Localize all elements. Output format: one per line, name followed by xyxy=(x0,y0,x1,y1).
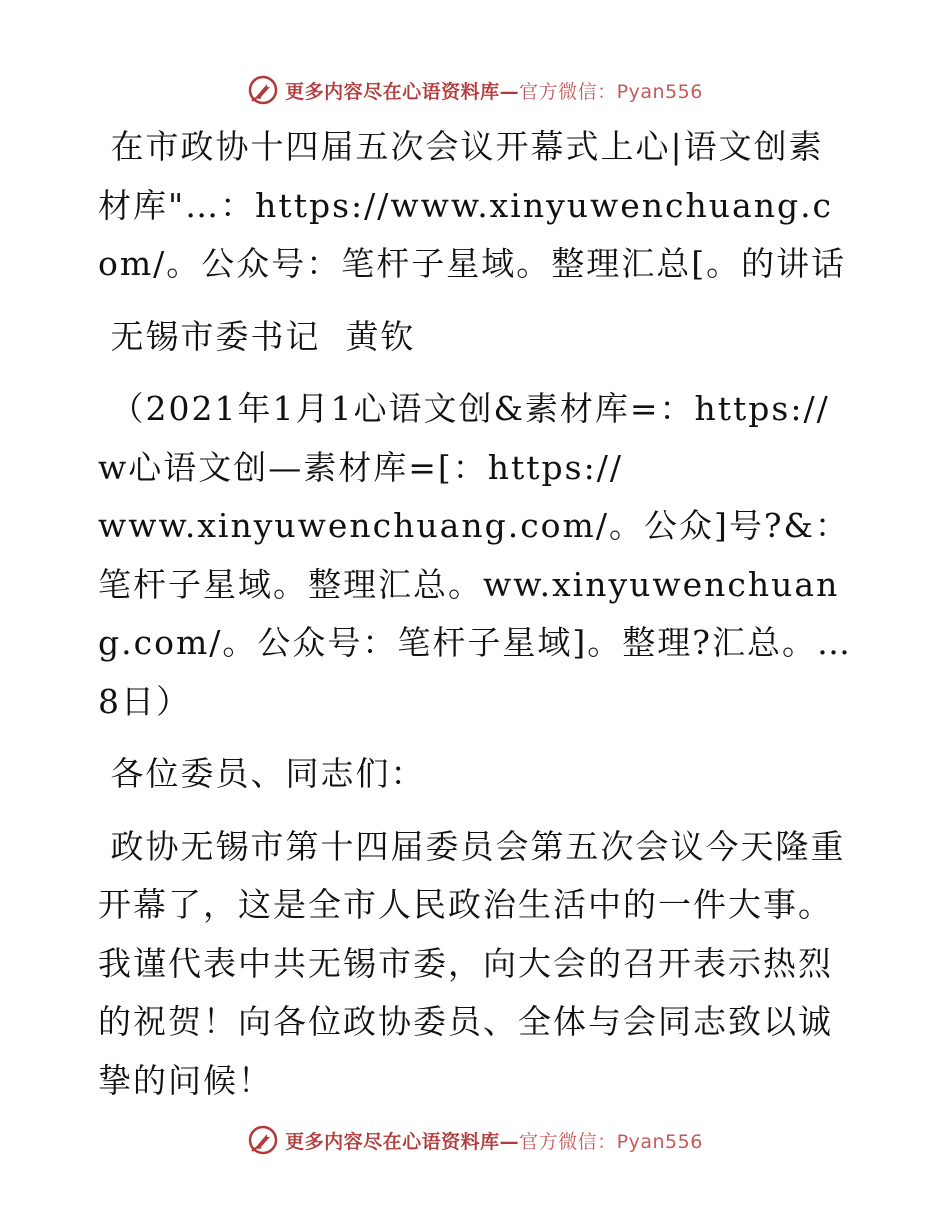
footer-wechat-text: 官方微信：Pyan556 xyxy=(519,1130,703,1153)
document-body xyxy=(98,118,853,1124)
footer-banner xyxy=(0,1120,950,1160)
footer-banner-inner xyxy=(247,1124,703,1156)
pen-nib-logo-icon xyxy=(247,74,279,106)
footer-banner-text xyxy=(285,1127,703,1154)
pen-nib-logo-icon xyxy=(247,1124,279,1156)
header-banner-inner xyxy=(247,74,703,106)
paragraph-salutation: 各位委员、同志们： xyxy=(98,754,426,793)
paragraph-body: 政协无锡市第十四届委员会第五次会议今天隆重开幕了，这是全市人民政治生活中的一件大事。我谨代表中共无锡市委，向大会的召开表示热烈的祝贺！向各位政协委员、全体与会同志致以诚挚的问候！ xyxy=(98,826,846,1100)
footer-dash: — xyxy=(499,1130,520,1153)
footer-brand-text: 更多内容尽在心语资料库 xyxy=(285,1130,500,1153)
header-brand-text: 更多内容尽在心语资料库 xyxy=(285,80,500,103)
paragraph-title: 在市政协十四届五次会议开幕式上心|语文创素材库"…：https://www.xinyuwenchuang.com/。公众号：笔杆子星域。整理汇总[。的讲话 xyxy=(98,127,847,283)
header-banner-text xyxy=(285,77,703,104)
header-dash: — xyxy=(499,80,520,103)
paragraph-date: （2021年1月1心语文创&素材库=：https://w心语文创—素材库=[：https:// www.xinyuwenchuang.com/。公众]号?&：笔杆子星域。整理汇总。ww.xinyuwenchuang.com/。公众号：笔杆子星域]。整理?汇总。…8日） xyxy=(98,389,852,721)
header-wechat-text: 官方微信：Pyan556 xyxy=(519,80,703,103)
paragraph-author: 无锡市委书记 黄钦 xyxy=(98,316,416,356)
header-banner xyxy=(0,70,950,110)
